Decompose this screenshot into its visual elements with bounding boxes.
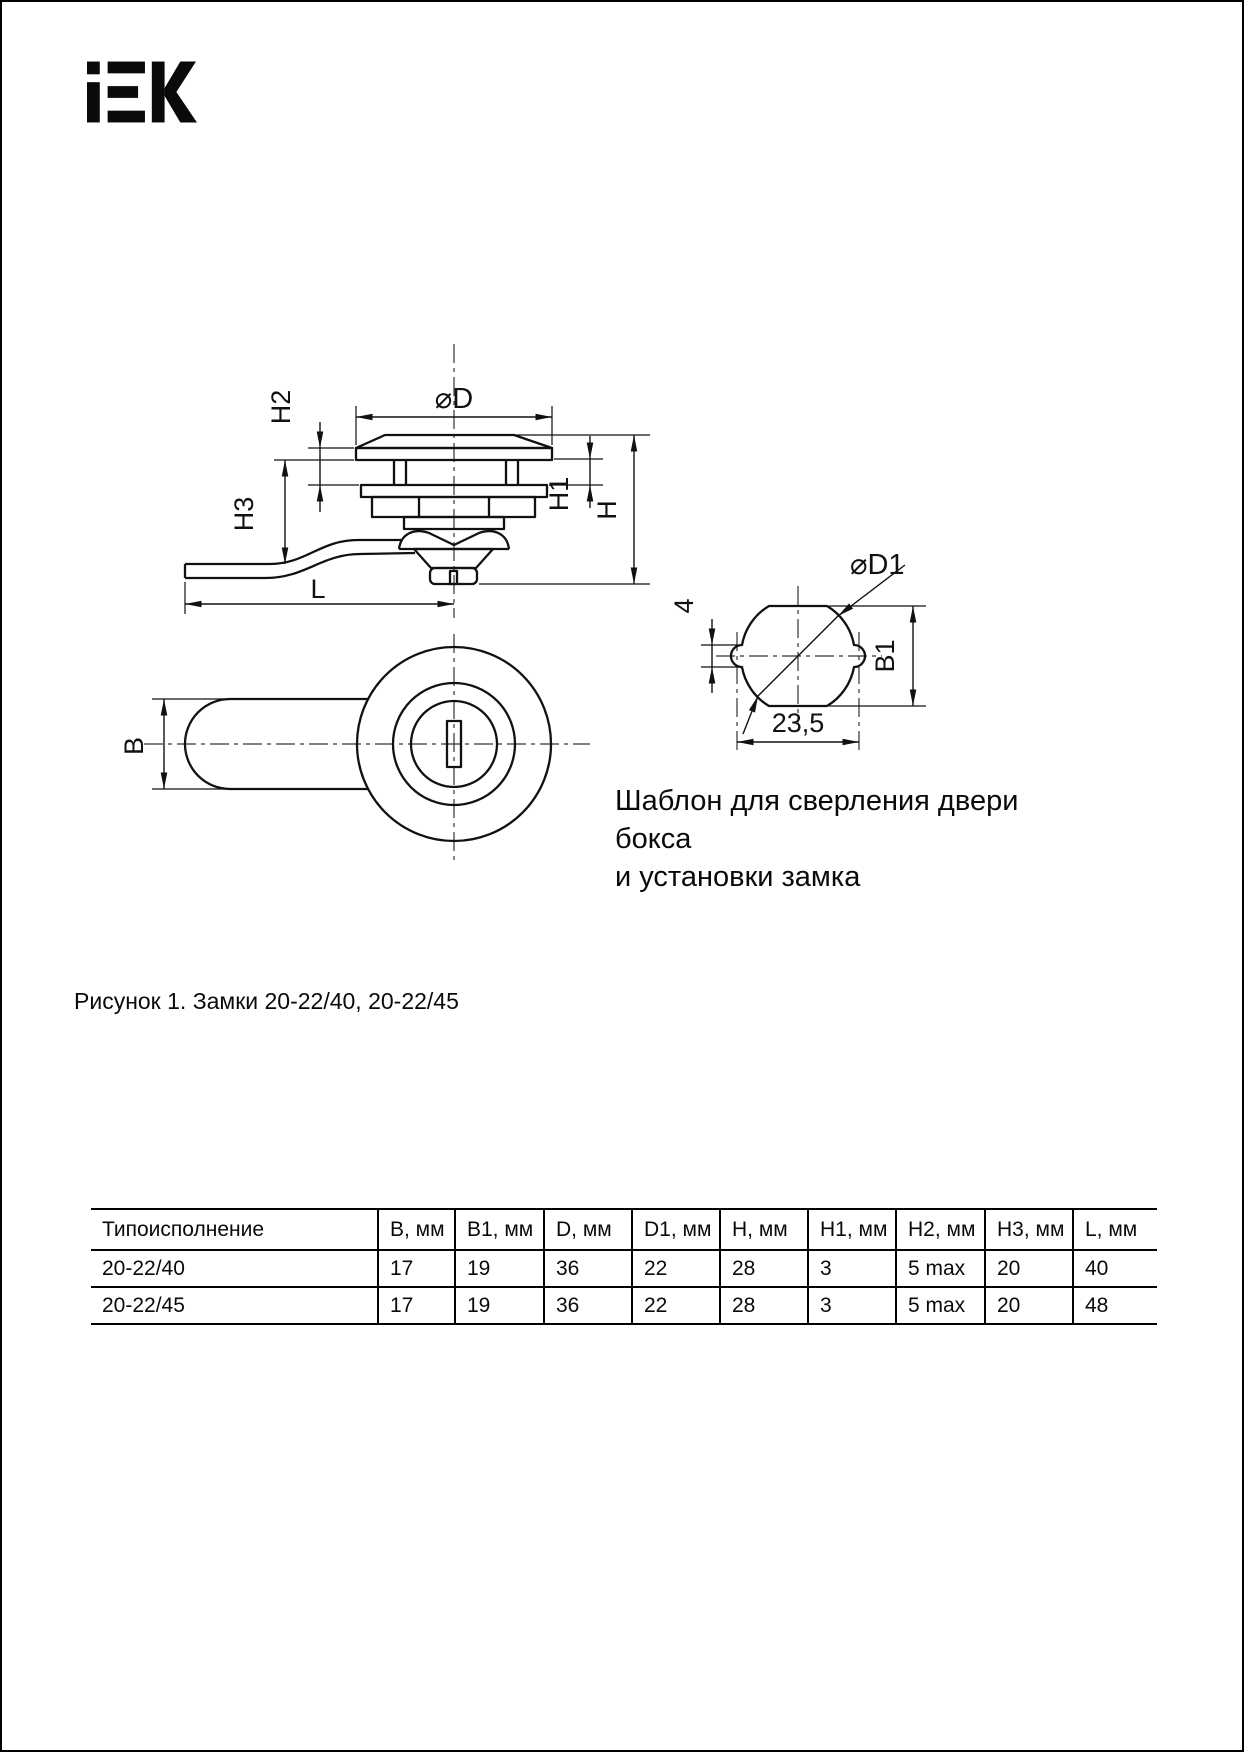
col-header-h1: H1, мм xyxy=(808,1209,896,1250)
arm-top-edge xyxy=(185,540,401,564)
cell-h: 28 xyxy=(720,1287,808,1324)
drill-template-drawing xyxy=(669,549,926,754)
dim-label-b1: B1 xyxy=(870,639,900,673)
cell-h: 28 xyxy=(720,1250,808,1287)
dim-label-h: H xyxy=(592,500,622,520)
col-header-h2: H2, мм xyxy=(896,1209,985,1250)
dim-label-d: ⌀D xyxy=(434,383,474,415)
dim-label-l: L xyxy=(310,574,326,604)
cell-l: 48 xyxy=(1073,1287,1157,1324)
cell-h1: 3 xyxy=(808,1287,896,1324)
dim-label-spacing: 23,5 xyxy=(771,708,825,738)
cell-h1: 3 xyxy=(808,1250,896,1287)
col-header-l: L, мм xyxy=(1073,1209,1157,1250)
dimensions-table xyxy=(91,1208,1157,1325)
front-view-drawing xyxy=(119,634,590,860)
dim-label-d1: ⌀D1 xyxy=(850,549,905,581)
cell-b: 17 xyxy=(378,1250,455,1287)
dim-d1-tail-bottom xyxy=(743,696,758,734)
col-header-h: H, мм xyxy=(720,1209,808,1250)
table-row xyxy=(91,1250,1157,1287)
cell-h3: 20 xyxy=(985,1250,1073,1287)
col-header-d1: D1, мм xyxy=(632,1209,720,1250)
cell-b1: 19 xyxy=(455,1287,544,1324)
dim-label-h3: H3 xyxy=(229,496,259,532)
cell-h2: 5 max xyxy=(896,1250,985,1287)
figure-caption: Рисунок 1. Замки 20-22/40, 20-22/45 xyxy=(74,988,459,1014)
cell-h3: 20 xyxy=(985,1287,1073,1324)
dim-h2-extensions xyxy=(308,448,359,485)
col-header-d: D, мм xyxy=(544,1209,632,1250)
cell-h2: 5 max xyxy=(896,1287,985,1324)
col-header-b: B, мм xyxy=(378,1209,455,1250)
col-header-type: Типоисполнение xyxy=(102,1217,265,1241)
col-header-b1: B1, мм xyxy=(455,1209,544,1250)
col-header-h3: H3, мм xyxy=(985,1209,1073,1250)
cell-d: 36 xyxy=(544,1250,632,1287)
cell-b: 17 xyxy=(378,1287,455,1324)
template-note xyxy=(615,782,1075,896)
template-note-line1: Шаблон для сверления двери бокса xyxy=(615,785,1019,855)
side-view-drawing xyxy=(185,344,650,618)
dimensions-table-wrap xyxy=(91,1208,1157,1325)
dim-label-h1: H1 xyxy=(544,476,574,512)
cell-d: 36 xyxy=(544,1287,632,1324)
cell-b1: 19 xyxy=(455,1250,544,1287)
dim-label-h2: H2 xyxy=(266,389,296,425)
dim-label-notch: 4 xyxy=(669,598,699,614)
neck xyxy=(394,460,518,485)
table-header-row xyxy=(91,1209,1157,1250)
cell-d1: 22 xyxy=(632,1250,720,1287)
dim-label-b: B xyxy=(119,736,149,756)
cell-type: 20-22/40 xyxy=(102,1256,185,1280)
cell-d1: 22 xyxy=(632,1287,720,1324)
cell-type: 20-22/45 xyxy=(102,1293,185,1317)
cell-l: 40 xyxy=(1073,1250,1157,1287)
table-row xyxy=(91,1287,1157,1324)
template-note-line2: и установки замка xyxy=(615,861,861,893)
